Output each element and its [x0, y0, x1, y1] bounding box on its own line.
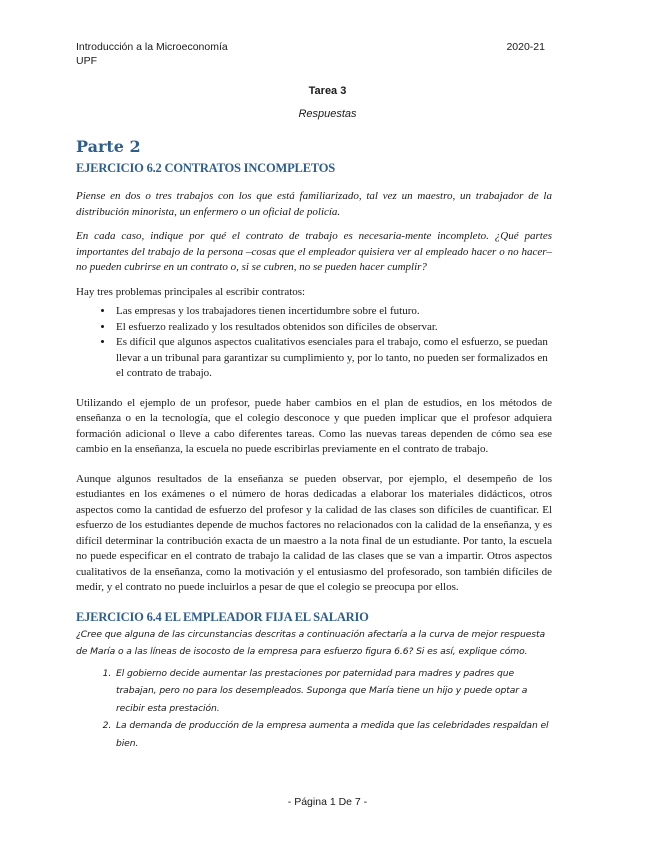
page-number: - Página 1 De 7 -: [287, 796, 368, 808]
part-heading: Parte 2: [76, 137, 141, 156]
course-name: Introducción a la Microeconomía: [76, 41, 228, 53]
exercise-6-2-heading: EJERCICIO 6.2 CONTRATOS INCOMPLETOS: [76, 161, 336, 175]
circumstances-list: [76, 665, 552, 753]
teaching-outcomes-paragraph: Aunque algunos resultados de la enseñanza se pueden observar, por ejemplo, el desempeño de los estudiantes en los exámenes o el número de horas dedicadas a elaborar los materiales didácticos, otros aspectos como la cantidad de esfuerzo del profesor y la calidad de las clases son difíciles de cuantificar. El esfuerzo de los estudiantes depende de muchos factores no relacionados con la calidad de la enseñanza, y es difícil determinar la contribución exacta de un maestro a la nota final de un estudiante. Por tanto, la escuela no puede especificar en el contrato de trabajo la calidad de las clases que se van a impartir. Otros aspectos cualitativos de la enseñanza, como la motivación y el entusiasmo del profesorado, son también difíciles de medir, y el contrato no puede incluirlos a pesar de que el colegio se preocupa por ellos.: [76, 472, 552, 593]
teacher-example-paragraph: Utilizando el ejemplo de un profesor, puede haber cambios en el plan de estudios, en los métodos de enseñanza o en la tecnología, que el colegio desconoce y que pueden implicar que el profesor adquiera formación adicional o lleve a cabo diferentes tareas. Como las nuevas tareas dependen de cómo sea ese cambio en la enseñanza, la escuela no puede escribirlas previamente en el contrato de trabajo.: [76, 396, 552, 455]
list-item: 1. El gobierno decide aumentar las prestaciones por paternidad para madres y padres que trabajan, pero no para los desempleados. Suponga que María tiene un hijo y puede optar a recibir esta prestación.: [114, 665, 552, 718]
contract-problems-list: [76, 304, 552, 382]
exercise-6-2-question-2: En cada caso, indique por qué el contrato de trabajo es necesaria-mente incompleto. ¿Qué partes importantes del trabajo de la persona –cosas que el empleador quisiera ver al empleado hacer o no hacer– no pueden cubrirse en un contrato o, si se cubren, no se pueden hacer cumplir?: [76, 230, 552, 273]
document-subtitle: Respuestas: [298, 108, 357, 120]
header-left: [76, 40, 228, 68]
list-item: • Es difícil que algunos aspectos cualitativos esenciales para el trabajo, como el esfuerzo, se puedan llevar a un tribunal para garantizar su cumplimiento y, por lo tanto, no pueden ser formalizados en el contrato de trabajo.: [114, 335, 552, 382]
document-body: [76, 136, 552, 752]
document-title: Tarea 3: [308, 85, 347, 97]
exercise-6-4-heading: EJERCICIO 6.4 EL EMPLEADOR FIJA EL SALARIO: [76, 609, 369, 624]
contracts-intro: Hay tres problemas principales al escribir contratos:: [76, 285, 306, 298]
exercise-6-2-question-1: Piense en dos o tres trabajos con los que está familiarizado, tal vez un maestro, un trabajador de la distribución minorista, un enfermero o un oficial de policía.: [76, 190, 552, 218]
list-item: 2. La demanda de producción de la empresa aumenta a medida que las celebridades respaldan el bien.: [114, 717, 552, 752]
list-item: • El esfuerzo realizado y los resultados obtenidos son difíciles de observar.: [114, 320, 552, 336]
university-name: UPF: [76, 55, 97, 67]
list-item: • Las empresas y los trabajadores tienen incertidumbre sobre el futuro.: [114, 304, 552, 320]
exercise-6-4-question: ¿Cree que alguna de las circunstancias descritas a continuación afectaría a la curva de mejor respuesta de María o a las líneas de isocosto de la empresa para esfuerzo figura 6.6? Si es así, explique cómo.: [76, 628, 546, 657]
academic-year: 2020-21: [506, 41, 545, 53]
